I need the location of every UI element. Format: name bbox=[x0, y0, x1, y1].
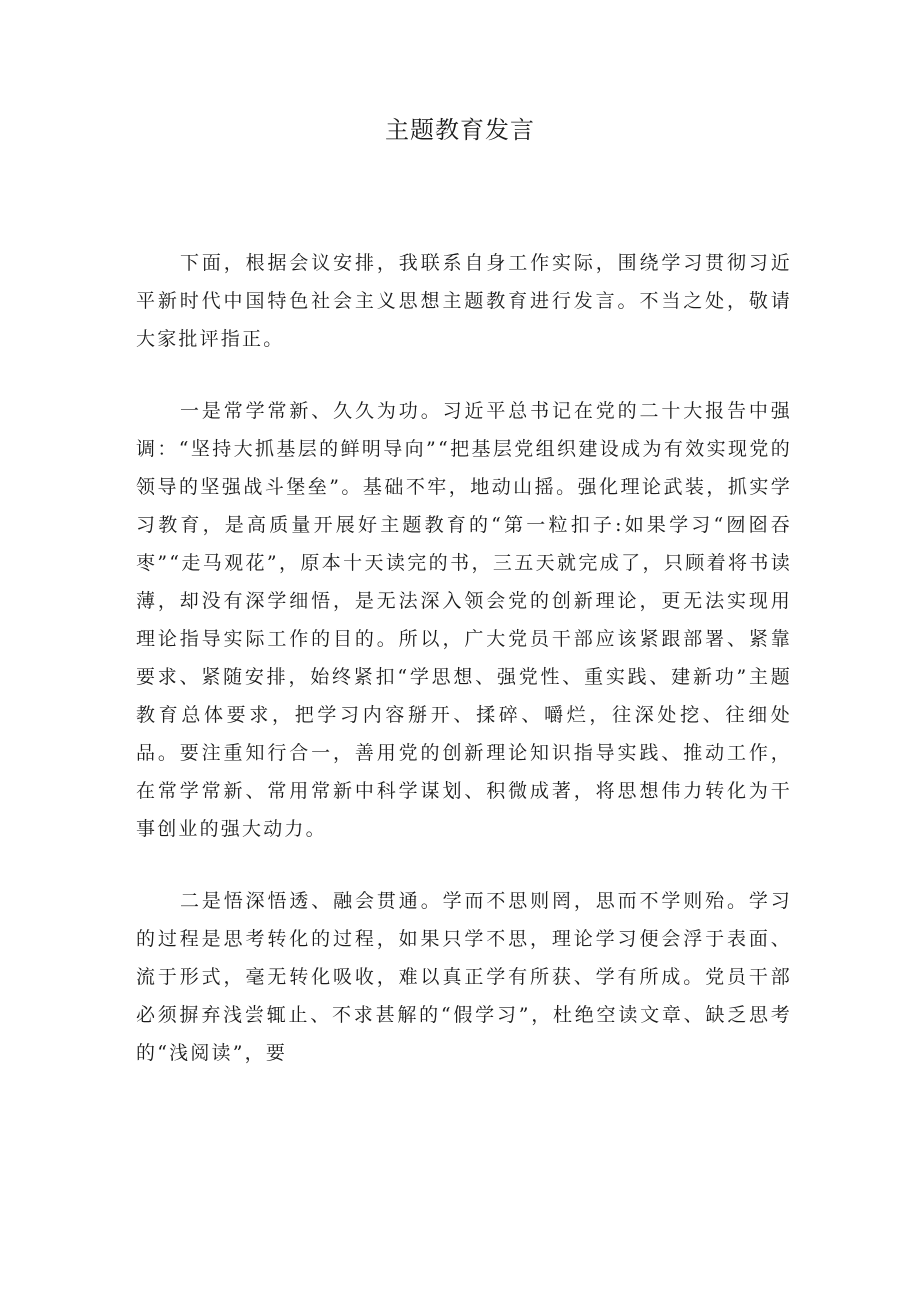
paragraph-point-two: 二是悟深悟透、融会贯通。学而不思则罔，思而不学则殆。学习的过程是思考转化的过程，如果只学不思，理论学习便会浮于表面、流于形式，毫无转化吸收，难以真正学有所获、学有所成。党员干部必须摒弃浅尝辄止、不求甚解的“假学习”，杜绝空读文章、缺乏思考的“浅阅读”，要 bbox=[136, 890, 792, 1064]
paragraph-intro: 下面，根据会议安排，我联系自身工作实际，围绕学习贯彻习近平新时代中国特色社会主义思想主题教育进行发言。不当之处，敬请大家批评指正。 bbox=[136, 252, 792, 350]
document-body bbox=[136, 244, 792, 1072]
paragraph-point-one: 一是常学常新、久久为功。习近平总书记在党的二十大报告中强调：“坚持大抓基层的鲜明导向”“把基层党组织建设成为有效实现党的领导的坚强战斗堡垒”。基础不牢，地动山摇。强化理论武装，抓实学习教育，是高质量开展好主题教育的“第一粒扣子:如果学习“囫囵吞枣”“走马观花”，原本十天读完的书，三五天就完成了，只顾着将书读薄，却没有深学细悟，是无法深入领会党的创新理论，更无法实现用理论指导实际工作的目的。所以，广大党员干部应该紧跟部署、紧靠要求、紧随安排，始终紧扣“学思想、强党性、重实践、建新功”主题教育总体要求，把学习内容掰开、揉碎、嚼烂，往深处挖、往细处品。要注重知行合一，善用党的创新理论知识指导实践、推动工作，在常学常新、常用常新中科学谋划、积微成著，将思想伟力转化为干事创业的强大动力。 bbox=[136, 400, 792, 840]
document-title: 主题教育发言 bbox=[385, 116, 535, 144]
